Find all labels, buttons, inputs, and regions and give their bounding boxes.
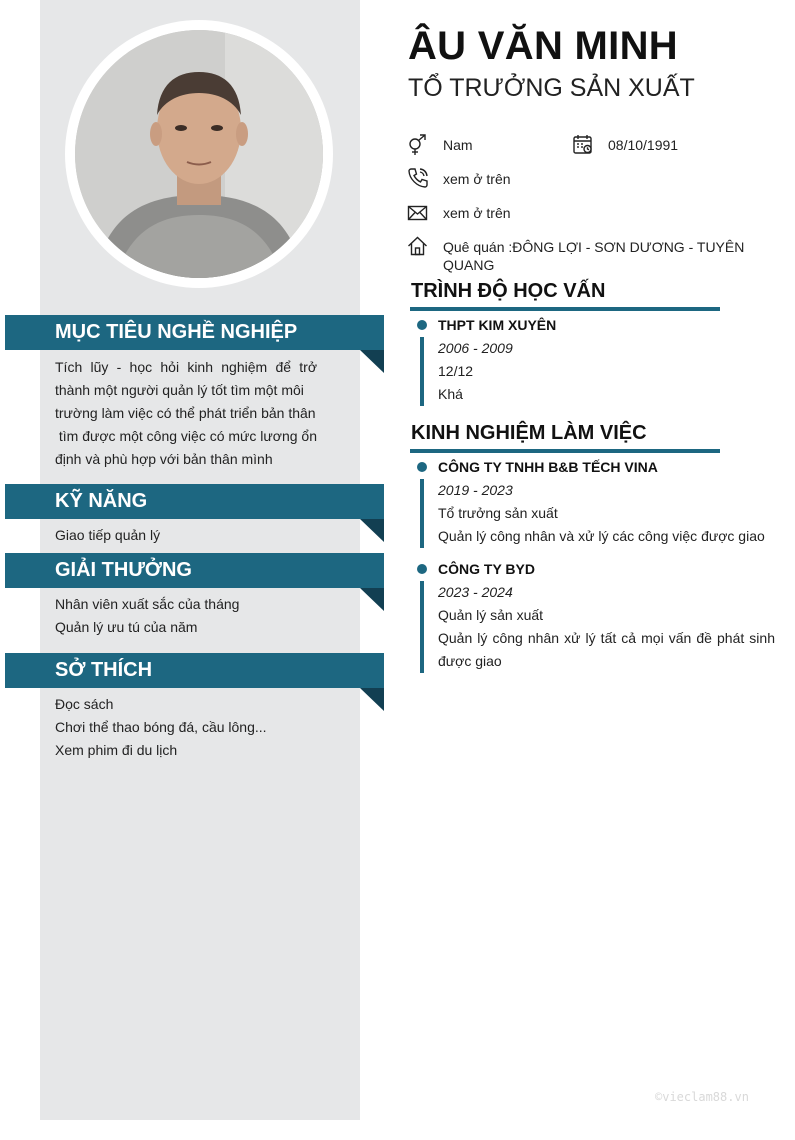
objective-line: định và phù hợp với bản thân mình: [55, 451, 273, 467]
timeline-line: [420, 337, 424, 406]
education-title: TRÌNH ĐỘ HỌC VẤN: [411, 280, 606, 302]
objective-text: [55, 356, 317, 471]
timeline-line: [420, 479, 424, 548]
email-value: xem ở trên: [443, 205, 511, 221]
award-item: Quản lý ưu tú của năm: [55, 619, 198, 635]
job-description-cont: được giao: [438, 653, 502, 669]
email-icon: [407, 202, 429, 224]
job-details: [438, 479, 775, 548]
phone-value: xem ở trên: [443, 171, 511, 187]
skills-fold: [360, 519, 384, 542]
education-rank: Khá: [438, 386, 463, 402]
objective-fold: [360, 350, 384, 373]
hobbies-header: [5, 653, 384, 688]
hobby-item: Chơi thể thao bóng đá, cầu lông...: [55, 719, 267, 735]
birthday-value: 08/10/1991: [608, 137, 679, 153]
education-period: 2006 - 2009: [438, 340, 513, 356]
education-details: [438, 337, 775, 406]
experience-rule: [410, 449, 720, 453]
candidate-position: TỔ TRƯỞNG SẢN XUẤT: [408, 74, 695, 102]
timeline-line: [420, 581, 424, 673]
experience-title: KINH NGHIỆM LÀM VIỆC: [411, 422, 647, 444]
skills-list: [55, 524, 317, 547]
awards-title: GIẢI THƯỞNG: [55, 559, 192, 581]
timeline-dot: [417, 462, 427, 472]
job-role: Quản lý sản xuất: [438, 607, 544, 623]
job-period: 2023 - 2024: [438, 584, 513, 600]
objective-title: MỤC TIÊU NGHỀ NGHIỆP: [55, 321, 298, 343]
job-role: Tổ trưởng sản xuất: [438, 505, 558, 521]
timeline-dot: [417, 564, 427, 574]
company-name: CÔNG TY BYD: [438, 561, 535, 577]
hobbies-fold: [360, 688, 384, 711]
job-details: [438, 581, 775, 673]
job-description: Quản lý công nhân và xử lý các công việc được giao: [438, 528, 765, 544]
calendar-icon: [572, 133, 594, 155]
awards-list: [55, 593, 317, 639]
hometown-value: Quê quán :ĐÔNG LỢI - SƠN DƯƠNG - TUYÊN QUANG: [443, 239, 745, 273]
gender-value: Nam: [443, 137, 473, 153]
objective-line: Tích lũy - học hỏi kinh nghiệm để trở: [55, 359, 317, 375]
school-name: THPT KIM XUYÊN: [438, 317, 557, 333]
objective-header: [5, 315, 384, 350]
avatar: [75, 30, 323, 278]
award-item: Nhân viên xuất sắc của tháng: [55, 596, 240, 612]
awards-fold: [360, 588, 384, 611]
timeline-dot: [417, 320, 427, 330]
skills-title: KỸ NĂNG: [55, 490, 148, 512]
awards-header: [5, 553, 384, 588]
objective-line: tìm được một công việc có mức lương ổn: [55, 428, 318, 444]
hobby-item: Xem phim đi du lịch: [55, 742, 178, 758]
objective-line: trường làm việc có thể phát triển bản thân: [55, 405, 316, 421]
hobbies-title: SỞ THÍCH: [55, 659, 153, 681]
gender-icon: [407, 134, 429, 156]
watermark: ©vieclam88.vn: [655, 1090, 749, 1104]
skills-header: [5, 484, 384, 519]
company-name: CÔNG TY TNHH B&B TẾCH VINA: [438, 459, 658, 475]
hobbies-list: [55, 693, 317, 762]
job-period: 2019 - 2023: [438, 482, 513, 498]
candidate-name: ÂU VĂN MINH: [408, 24, 678, 68]
avatar-frame: [65, 20, 333, 288]
hobby-item: Đọc sách: [55, 696, 114, 712]
education-rule: [410, 307, 720, 311]
job-description: Quản lý công nhân xử lý tất cả mọi vấn đề phát sinh: [438, 630, 775, 646]
objective-line: thành một người quản lý tốt tìm một môi: [55, 382, 304, 398]
home-icon: [407, 235, 429, 257]
skill-item: Giao tiếp quản lý: [55, 527, 161, 543]
phone-icon: [407, 167, 429, 189]
education-grade: 12/12: [438, 363, 474, 379]
